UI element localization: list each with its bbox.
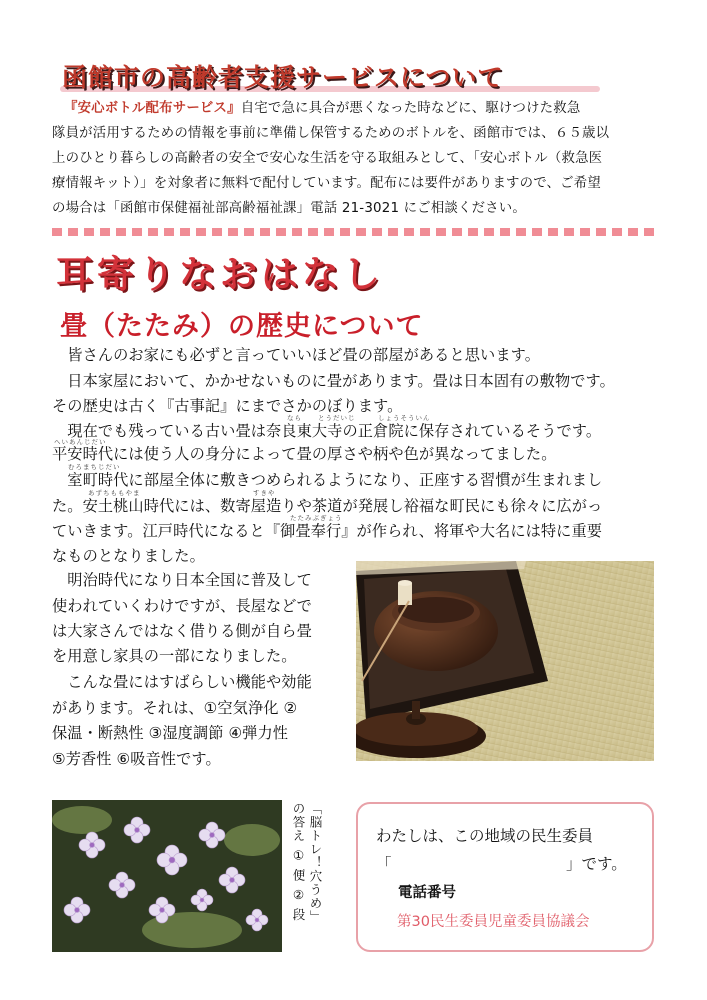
narrow-line-6: があります。それは、①空気浄化 ② (52, 699, 298, 717)
services-line-3: 上のひとり暮らしの高齢者の安全で安心な生活を守る取組みとして、「安心ボトル（救急医 (52, 151, 603, 166)
article-line-8: ていきます。江戸時代になると『御畳奉行』が作られ、将軍や大名には特に重要 (52, 522, 603, 540)
narrow-line-7: 保温・断熱性 ③湿度調節 ④弾力性 (52, 724, 289, 742)
article-line-5: 平安時代には使う人の身分によって畳の厚さや柄や色が異なってました。 (52, 445, 557, 463)
ruby-heian: へいあんじだい (54, 438, 107, 446)
ruby-todaiji: とうだいじ (318, 414, 356, 422)
moss-phlox-photo (52, 800, 282, 952)
services-line-2: 隊員が活用するための情報を事前に準備し保管するためのボトルを、函館市では、６５歳以 (52, 126, 610, 141)
narrow-line-5: こんな畳にはすばらしい機能や効能 (52, 673, 312, 691)
dashed-divider (52, 228, 654, 236)
ruby-nara: なら (287, 414, 302, 422)
ruby-sukiya: すきや (253, 489, 276, 497)
narrow-line-4: を用意し家具の一部になりました。 (52, 647, 297, 665)
services-line-1: 『安心ボトル配布サービス』自宅で急に具合が悪くなった時などに、駆けつけた救急 (64, 101, 581, 116)
article-line-2: 日本家屋において、かかせないものに畳があります。畳は日本固有の敷物です。 (52, 372, 615, 390)
section-heading: 耳寄りなおはなし (56, 253, 384, 296)
contact-intro: わたしは、この地域の民生委員 (376, 827, 594, 845)
tatami-kettle-photo (356, 561, 654, 761)
puzzle-answer-title: 「脳トレ！穴うめ」 (308, 802, 323, 924)
flower-illustration (52, 800, 282, 952)
ruby-muromachi: むろまちじだい (68, 463, 121, 471)
tatami-kettle-illustration (356, 561, 654, 761)
puzzle-answer (290, 802, 324, 952)
ruby-azuchi: あずちももやま (88, 489, 141, 497)
ruby-tatamibugyo: たたみぶぎょう (290, 514, 343, 522)
article-line-9: なものとなりました。 (52, 547, 205, 565)
services-line-4: 療情報キット）」を対象者に無料で配付しています。配布には要件がありますので、ご希望 (52, 176, 601, 191)
phone-label: 電話番号 (398, 885, 456, 901)
article-line-1: 皆さんのお家にも必ずと言っていいほど畳の部屋があると思います。 (52, 346, 540, 364)
article-line-4: 現在でも残っている古い畳は奈良東大寺の正倉院に保存されているそうです。 (52, 422, 602, 440)
article-line-6: 室町時代に部屋全体に敷きつめられるようになり、正座する習慣が生まれまし (52, 471, 603, 489)
services-line-5: の場合は「函館市保健福祉部高齢福祉課」電話 21-3021 にご相談ください。 (52, 201, 526, 216)
puzzle-answer-values: の答え ① 便 ② 段 (291, 802, 306, 922)
article-line-3: その歴史は古く『古事記』にまでさかのぼります。 (52, 397, 403, 415)
narrow-line-2: 使われていくわけですが、長屋などで (52, 597, 312, 615)
services-title: 函館市の高齢者支援サービスについて (62, 63, 504, 92)
narrow-line-1: 明治時代になり日本全国に普及して (52, 571, 312, 589)
service-name: 『安心ボトル配布サービス』 (64, 101, 241, 116)
ruby-shosoin: しょうそういん (378, 414, 431, 422)
narrow-line-3: は大家さんではなく借りる側が自ら畳 (52, 622, 312, 640)
article-line-7: た。安土桃山時代には、数寄屋造りや茶道が発展し裕福な町民にも徐々に広がっ (52, 497, 603, 515)
quote-open: 「 (376, 855, 392, 873)
organization-name: 第30民生委員児童委員協議会 (397, 914, 590, 930)
services-paragraph (52, 96, 652, 221)
quote-close: 」です。 (566, 855, 627, 873)
narrow-line-8: ⑤芳香性 ⑥吸音性です。 (52, 750, 221, 768)
article-title: 畳（たたみ）の歴史について (60, 311, 424, 342)
